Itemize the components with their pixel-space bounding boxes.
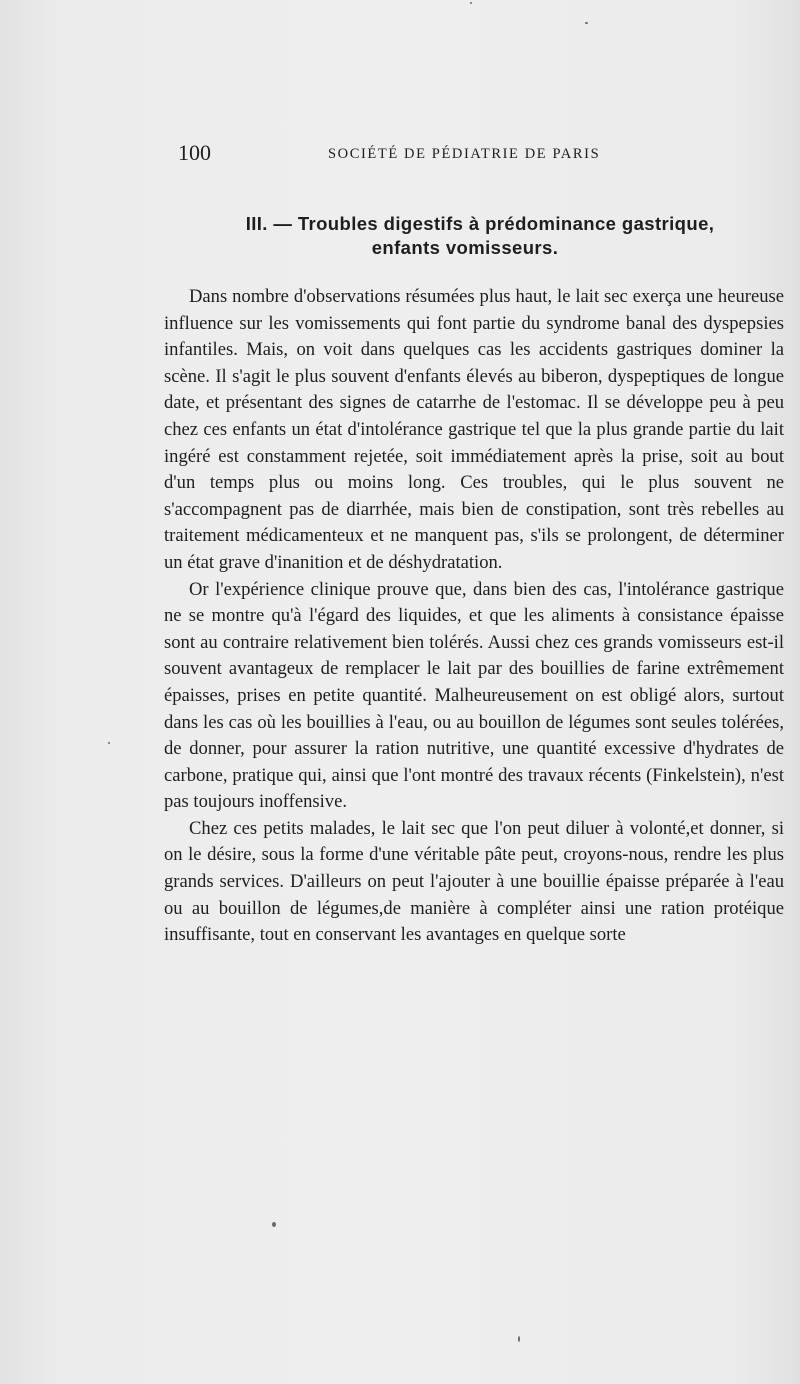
running-title: SOCIÉTÉ DE PÉDIATRIE DE PARIS — [328, 146, 601, 162]
paragraph: Chez ces petits malades, le lait sec que l'on peut diluer à volonté,et donner, si on le désire, sous la forme d'une véritable pâte peut, croyons-nous, rendre les plus grands services. D'ailleurs on peut l'ajouter à une bouillie épaisse préparée à l'eau ou au bouillon de légumes,de manière à compléter ainsi une ration protéique insuffisante, tout en conservant les avantages en quelque sorte — [164, 817, 784, 946]
scan-speck — [585, 22, 588, 24]
page-header — [178, 140, 620, 170]
scan-speck — [272, 1222, 276, 1227]
section-heading-line-1: III. — Troubles digestifs à prédominance gastrique, — [245, 213, 715, 234]
page-number: 100 — [178, 140, 211, 165]
paragraph: Dans nombre d'observations résumées plus haut, le lait sec exerça une heureuse influence sur les vomissements qui font partie du syndrome banal des dyspepsies infantiles. Mais, on voit dans quelques cas les accidents gastriques dominer la scène. Il s'agit le plus souvent d'enfants élevés au biberon, dyspeptiques de longue date, et présentant des signes de catarrhe de l'estomac. Il se développe peu à peu chez ces enfants un état d'intolérance gastrique tel que la plus grande partie du lait ingéré est constamment rejetée, soit immédiatement après la prise, soit au bout d'un temps plus ou moins long. Ces troubles, qui le plus souvent ne s'accompagnent pas de diarrhée, mais bien de constipation, sont très rebelles au traitement médicamenteux et ne manquent pas, s'ils se prolongent, de déterminer un état grave d'inanition et de déshydratation. — [164, 286, 784, 573]
paragraph: Or l'expérience clinique prouve que, dans bien des cas, l'intolérance gastrique ne se montre qu'à l'égard des liquides, et que les aliments à consistance épaisse sont au contraire relativement bien tolérés. Aussi chez ces grands vomisseurs est-il souvent avantageux de remplacer le lait par des bouillies de farine extrêmement épaisses, prises en petite quantité. Malheureusement on est obligé alors, surtout dans les cas où les bouillies à l'eau, ou au bouillon de légumes sont seules tolérées, de donner, pour assurer la ration nutritive, une quantité excessive d'hydrates de carbone, pratique qui, ainsi que l'ont montré des travaux récents (Finkelstein), n'est pas toujours inoffensive. — [164, 578, 784, 813]
scan-speck — [470, 2, 472, 4]
scan-speck — [518, 1336, 520, 1342]
section-heading — [160, 212, 800, 260]
scan-speck — [108, 742, 110, 744]
body-text — [164, 284, 784, 949]
section-heading-line-2: enfants vomisseurs. — [371, 237, 559, 258]
